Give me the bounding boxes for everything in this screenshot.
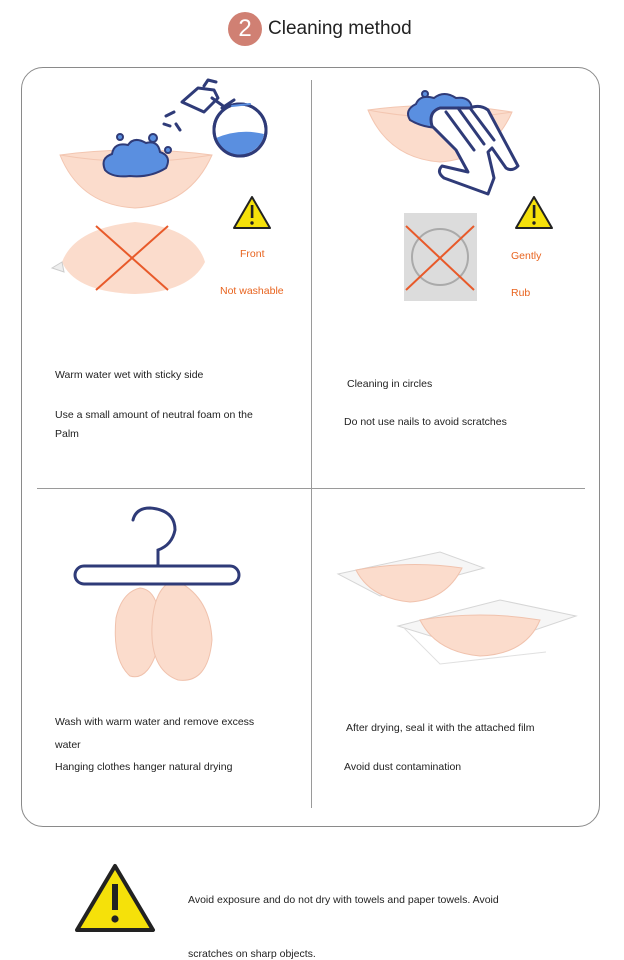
step-text: water — [55, 739, 81, 751]
step-text: After drying, seal it with the attached film — [346, 722, 535, 734]
step-text: Hanging clothes hanger natural drying — [55, 761, 233, 773]
warning-label: Gently — [511, 250, 542, 262]
step-text: Avoid dust contamination — [344, 761, 462, 773]
warning-icon — [77, 866, 153, 930]
step-text: Warm water wet with sticky side — [55, 369, 204, 381]
footer-warning-text: scratches on sharp objects. — [188, 948, 316, 960]
step-text: Wash with warm water and remove excess — [55, 716, 255, 728]
warning-label: Front — [240, 248, 265, 260]
warning-label: Rub — [511, 287, 531, 299]
step-text: Palm — [55, 428, 79, 440]
step-number-badge: 2 — [228, 12, 262, 46]
footer-warning-text: Avoid exposure and do not dry with towels and paper towels. Avoid — [188, 894, 499, 906]
step-text: Do not use nails to avoid scratches — [344, 416, 507, 428]
page-title: Cleaning method — [268, 18, 412, 39]
warning-label: Not washable — [220, 285, 284, 297]
step-text: Cleaning in circles — [347, 378, 433, 390]
step-text: Use a small amount of neutral foam on the — [55, 409, 253, 421]
